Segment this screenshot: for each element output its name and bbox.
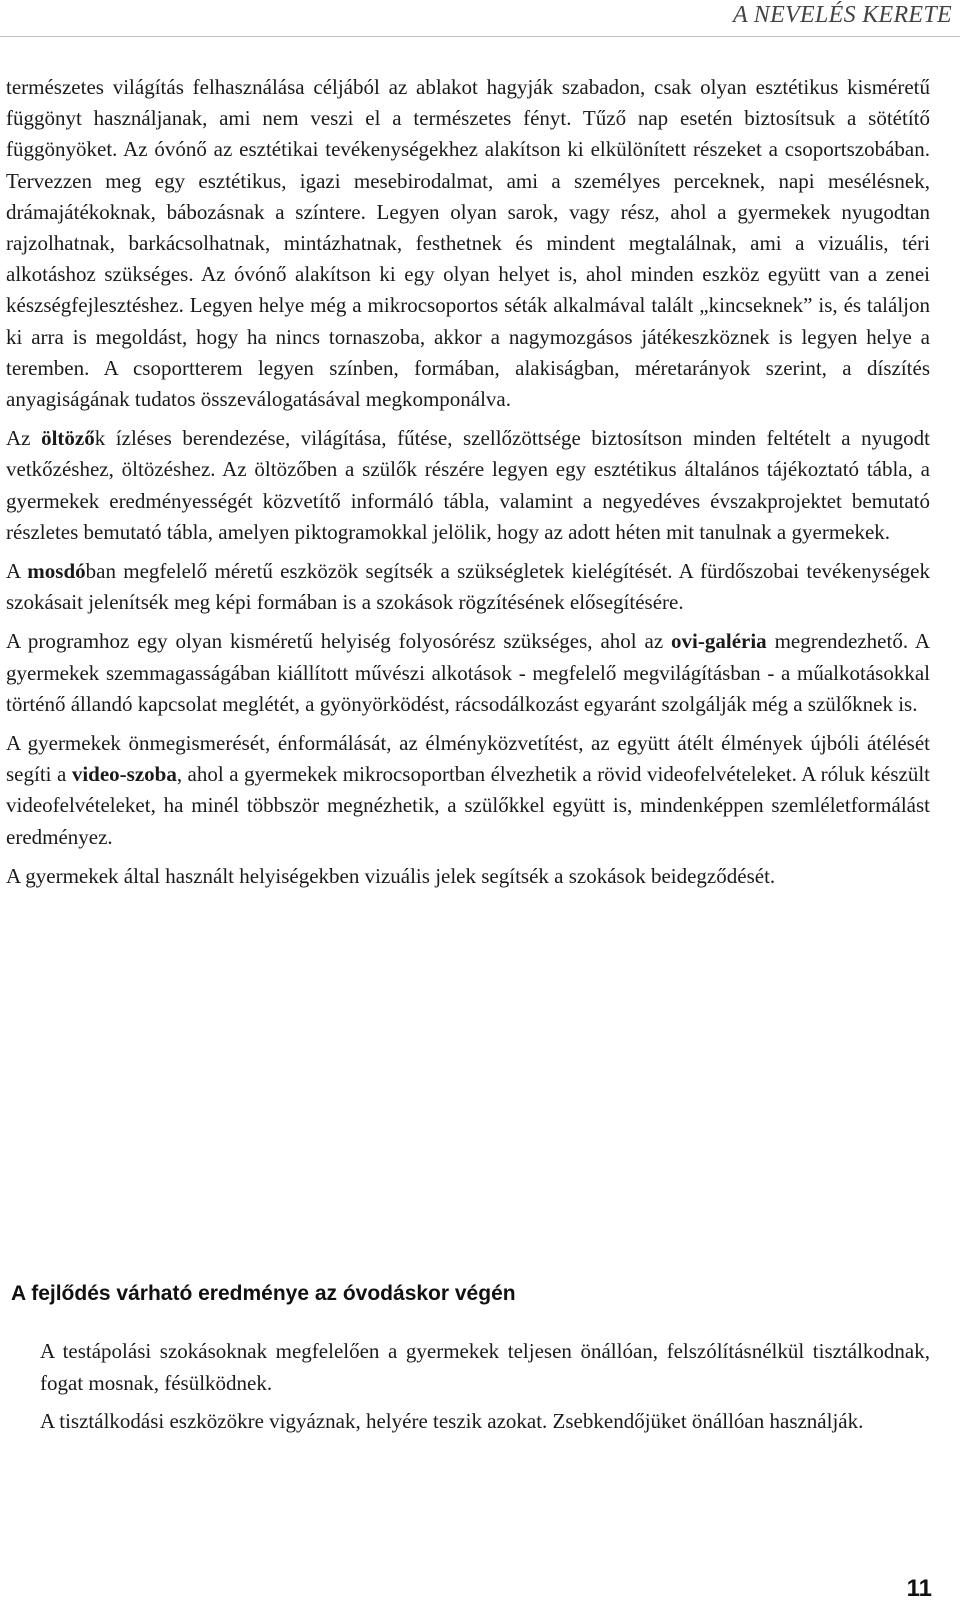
text-run: Az — [6, 426, 42, 451]
paragraph-visual-signs: A gyermekek által használt helyiségekben vizuális jelek segítsék a szokások beidegződését. — [6, 863, 776, 888]
outcome-item: A testápolási szokásoknak megfelelően a gyermekek teljesen önállóan, felszólításnélkül tisztálkodnak, fogat mosnak, fésülködnek. — [40, 1339, 930, 1395]
paragraph-video-room — [6, 728, 930, 853]
text-run: A — [6, 559, 28, 584]
emphasis-term: mosdó — [27, 559, 86, 584]
text-run: k ízléses berendezése, világítása, fűtése, szellőzöttsége biztosítson minden feltételt a nyugodt vetkőzéshez, öltözéshez. Az öltözőben a szülők részére legyen egy esztétikus általános tájékoztató tábla, a gyermekek eredményességét közvetítő informáló tábla, valamint a negyedéves évszakprojektet bemutató részletes bemutató tábla, amelyen piktogramokkal jelölik, hogy az adott héten mit tanulnak a gyermekek. — [6, 426, 930, 544]
paragraph-lighting-and-groom — [6, 72, 930, 415]
paragraph-cloakroom — [6, 423, 930, 548]
text-run: A programhoz egy olyan kisméretű helyiség folyosórész szükséges, ahol az — [6, 629, 672, 654]
paragraph-sentence: Az óvónő az esztétikai tevékenységekhez alakítson ki elkülönített részeket a csoportszobában. Tervezzen meg egy esztétikus, igazi mesebirodalmat, ami a személyes perceknek, napi mesélésnek, drámajátékoknak, bábozásnak a színtere. Legyen olyan sarok, vagy rész, ahol a gyermekek nyugodtan rajzolhatnak, barkácsolhatnak, mintázhatnak, festhetnek és mindent megtalálnak, ami a vizuális, téri alkotáshoz szükséges. Az óvónő alakítson ki egy olyan helyet is, ahol minden eszköz együtt van a zenei készségfejlesztéshez. — [6, 137, 930, 318]
outcomes-list — [40, 1335, 930, 1443]
page-number: 11 — [906, 1575, 932, 1602]
paragraph-washroom — [6, 556, 930, 618]
emphasis-term: ovi-galéria — [671, 629, 767, 654]
outcome-item: A tisztálkodási eszközökre vigyáznak, helyére teszik azokat. Zsebkendőjüket önállóan használják. — [40, 1409, 864, 1433]
text-run: megrendezhető. A gyermekek szemmagasságában kiállított művészi alkotások - megfelelő megvilágításban - a műalkotásokkal történő állandó kapcsolat meglétét, a gyönyörködést, rácsodálkozást egyaránt szolgálják még a szülőknek is. — [6, 629, 930, 716]
body-text — [6, 72, 930, 892]
section-heading: A fejlődés várható eredménye az óvodáskor végén — [11, 1282, 516, 1305]
paragraph-gallery — [6, 626, 930, 720]
text-run: , ahol a gyermekek mikrocsoportban élvezhetik a rövid videofelvételeket. A róluk készült videofelvételeket, ha minél többször megnézhetik, a szülőkkel együtt is, mindenképpen szemléletformálást eredményez. — [6, 762, 930, 849]
emphasis-term: video-szoba — [71, 762, 177, 787]
paragraph-sentence: Legyen helye még a mikrocsoportos séták alkalmával talált „kincseknek” is, és találjon ki arra is megoldást, hogy ha nincs tornaszoba, akkor a nagymozgásos játékeszköznek is legyen helye a teremben. A csoportterem legyen színben, formában, alakiságban, méretarányok szerint, a díszítés anyagiságának tudatos összeválogatásával megkomponálva. — [6, 293, 931, 412]
running-header — [0, 0, 960, 37]
header-title: A NEVELÉS KERETE — [732, 2, 952, 28]
text-run: A gyermekek önmegismerését, énformálását, az élményközvetítést, az együtt átélt élmények újbóli átélését segíti a — [6, 731, 930, 787]
emphasis-term: öltöző — [41, 426, 95, 451]
paragraph-sentence: természetes világítás felhasználása céljából az ablakot hagyják szabadon, csak olyan esztétikus kisméretű függönyt használjanak, ami nem veszi el a természetes fényt. Tűző nap esetén biztosítsuk a sötétítő függönyöket. — [6, 75, 930, 162]
text-run: ban megfelelő méretű eszközök segítsék a szükségletek kielégítését. A fürdőszobai tevékenységek szokásait jelenítsék meg képi formában is a szokások rögzítésének elősegítésére. — [6, 559, 930, 615]
